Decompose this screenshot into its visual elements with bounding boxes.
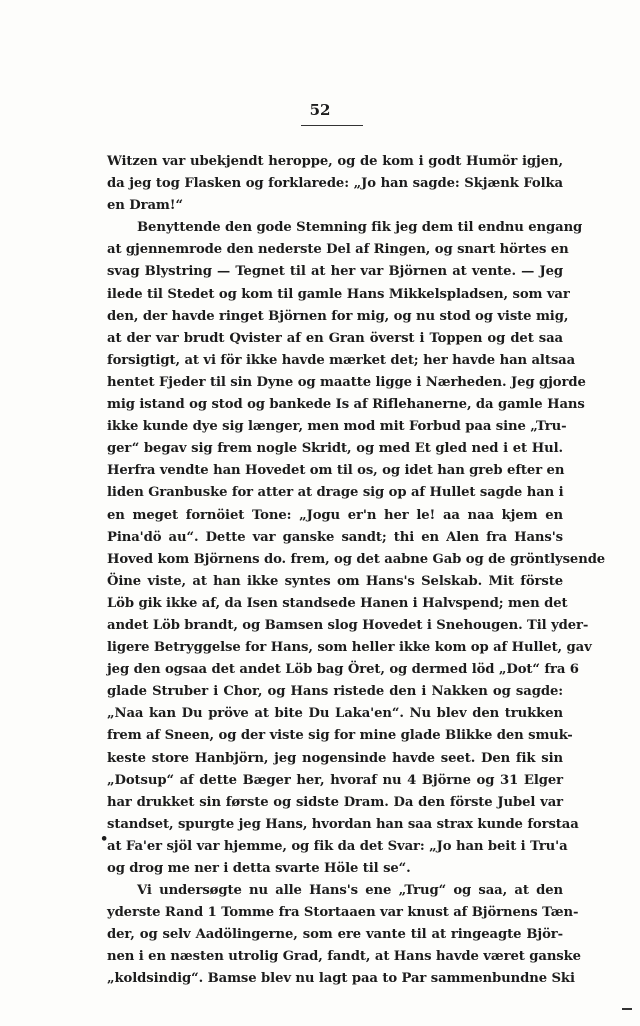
text-line: Witzen var ubekjendt heroppe, og de kom i godt Humör igjen, bbox=[107, 154, 563, 169]
text-line: „Naa kan Du pröve at bite Du Laka'en“. Nu blev den trukken bbox=[107, 706, 563, 722]
text-line: glade Struber i Chor, og Hans ristede den i Nakken og sagde: bbox=[107, 684, 563, 700]
text-line: har drukket sin første og sidste Dram. Da den förste Jubel var bbox=[107, 794, 563, 810]
text-line: at Fa'er sjöl var hjemme, og fik da det Svar: „Jo han beit i Tru'a bbox=[107, 838, 568, 854]
text-line: og drog me ner i detta svarte Höle til se“. bbox=[107, 861, 411, 876]
text-line: forsigtigt, at vi för ikke havde mærket det; her havde han altsaa bbox=[107, 352, 576, 368]
text-line: ikke kunde dye sig længer, men mod mit Forbud paa sine „Tru- bbox=[107, 419, 567, 435]
text-line: mig istand og stod og bankede Is af Riflehanerne, da gamle Hans bbox=[107, 397, 585, 413]
text-line: Herfra vendte han Hovedet om til os, og idet han greb efter en bbox=[107, 463, 565, 479]
text-line: hentet Fjeder til sin Dyne og maatte ligge i Nærheden. Jeg gjorde bbox=[107, 374, 586, 390]
text-line: svag Blystring — Tegnet til at her var Björnen at vente. — Jeg bbox=[107, 264, 563, 280]
text-line: ligere Betryggelse for Hans, som heller ikke kom op af Hullet, gav bbox=[107, 640, 592, 656]
text-line: jeg den ogsaa det andet Löb bag Öret, og dermed löd „Dot“ fra 6 bbox=[107, 662, 579, 678]
text-line: Pina'dö au“. Dette var ganske sandt; thi en Alen fra Hans's bbox=[107, 529, 563, 545]
text-line: liden Granbuske for atter at drage sig op af Hullet sagde han i bbox=[107, 485, 564, 501]
text-line: andet Löb brandt, og Bamsen slog Hovedet i Snehougen. Til yder- bbox=[107, 617, 589, 633]
text-line: nen i en næsten utrolig Grad, fandt, at Hans havde været ganske bbox=[107, 949, 581, 965]
text-line: en Dram!“ bbox=[107, 198, 183, 214]
text-line: Benyttende den gode Stemning fik jeg dem til endnu engang bbox=[137, 220, 583, 236]
header-rule bbox=[301, 125, 363, 126]
text-line: Vi undersøgte nu alle Hans's ene „Trug“ og saa, at den bbox=[137, 883, 563, 899]
text-line: at der var brudt Qvister af en Gran överst i Toppen og det saa bbox=[107, 330, 563, 346]
text-line: standset, spurgte jeg Hans, hvordan han saa strax kunde forstaa bbox=[107, 816, 579, 832]
margin-mark: • bbox=[100, 832, 109, 847]
text-line: frem af Sneen, og der viste sig for mine glade Blikke den smuk- bbox=[107, 728, 573, 744]
text-line: Öine viste, at han ikke syntes om Hans's Selskab. Mit förste bbox=[107, 573, 563, 589]
text-line: „koldsindig“. Bamse blev nu lagt paa to Par sammenbundne Ski bbox=[107, 971, 575, 987]
text-line: yderste Rand 1 Tomme fra Stortaaen var knust af Björnens Tæn- bbox=[107, 905, 579, 921]
body-text bbox=[107, 151, 606, 991]
page-number: 52 bbox=[309, 101, 331, 119]
text-line: den, der havde ringet Björnen for mig, og nu stod og viste mig, bbox=[107, 308, 569, 324]
text-line: en meget fornöiet Tone: „Jogu er'n her le! aa naa kjem en bbox=[107, 507, 563, 523]
text-line: „Dotsup“ af dette Bæger her, hvoraf nu 4 Björne og 31 Elger bbox=[107, 772, 563, 788]
text-line: Hoved kom Björnens do. frem, og det aabne Gab og de gröntlysende bbox=[107, 551, 606, 567]
text-line: da jeg tog Flasken og forklarede: „Jo han sagde: Skjænk Folka bbox=[107, 176, 563, 192]
text-line: ilede til Stedet og kom til gamle Hans Mikkelspladsen, som var bbox=[107, 286, 570, 302]
text-line: ger“ begav sig frem nogle Skridt, og med Et gled ned i et Hul. bbox=[107, 441, 563, 457]
text-line: der, og selv Aadölingerne, som ere vante til at ringeagte Björ- bbox=[107, 927, 563, 943]
text-line: keste store Hanbjörn, jeg nogensinde havde seet. Den fik sin bbox=[107, 750, 563, 766]
text-line: at gjennemrode den nederste Del af Ringen, og snart hörtes en bbox=[107, 242, 569, 258]
text-line: Löb gik ikke af, da Isen standsede Hanen i Halvspend; men det bbox=[107, 595, 568, 611]
corner-mark bbox=[622, 1008, 632, 1010]
